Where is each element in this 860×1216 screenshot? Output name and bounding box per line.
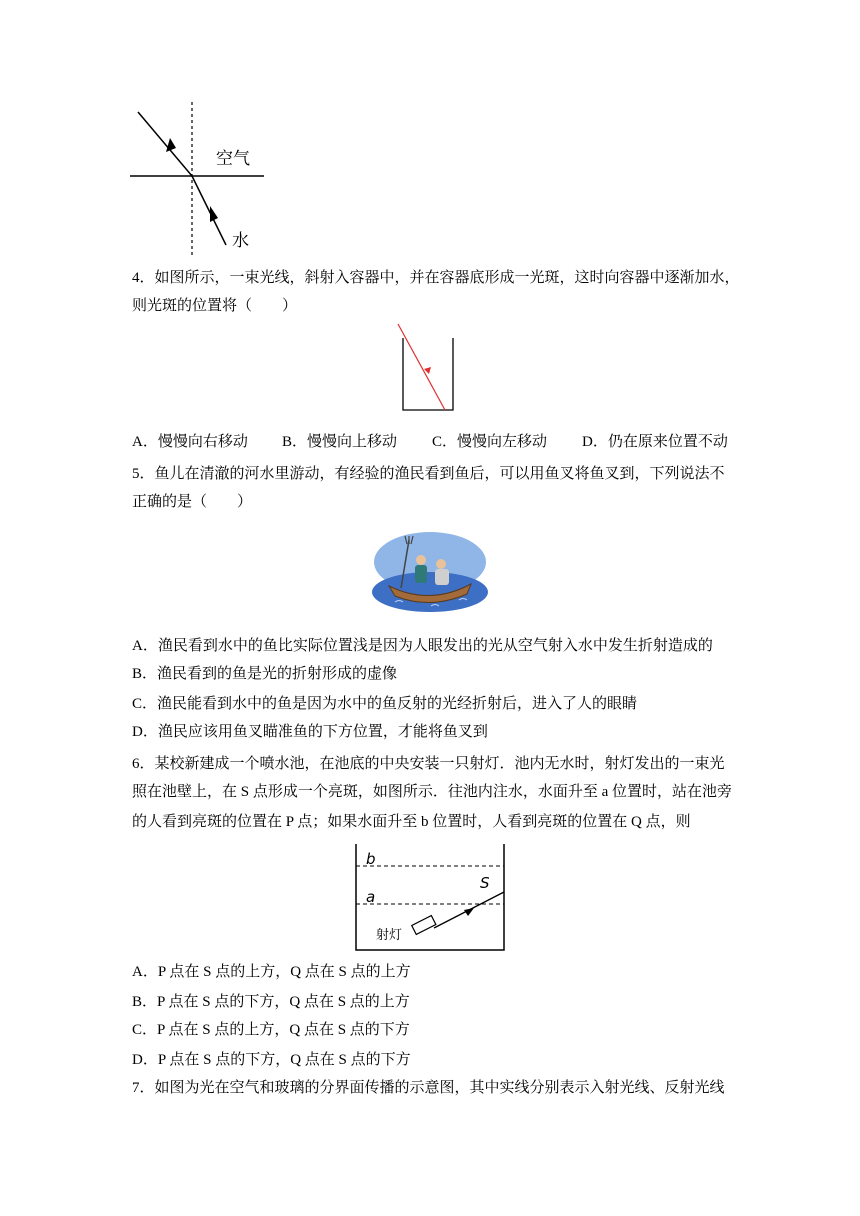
q4-option-b[interactable]: B．慢慢向上移动 bbox=[282, 434, 398, 450]
q6-stem-line2: 照在池壁上，在 S 点形成一个亮斑，如图所示．往池内注水，水面升至 a 位置时，站在池旁 bbox=[132, 784, 733, 800]
q4-options bbox=[132, 432, 728, 452]
q4-stem-line2: 则光斑的位置将（ ） bbox=[132, 298, 298, 314]
q6-option-b[interactable]: B．P 点在 S 点的下方，Q 点在 S 点的上方 bbox=[132, 994, 410, 1010]
q6-option-a[interactable]: A．P 点在 S 点的上方，Q 点在 S 点的上方 bbox=[132, 964, 411, 980]
refracted-ray bbox=[138, 112, 192, 176]
arrow-right-icon bbox=[464, 908, 474, 916]
fisherman-boat-picture bbox=[371, 530, 489, 614]
label-b: b bbox=[366, 850, 376, 868]
q5-option-d[interactable]: D．渔民应该用鱼叉瞄准鱼的下方位置，才能将鱼叉到 bbox=[132, 724, 488, 740]
label-s: S bbox=[480, 874, 490, 892]
arrow-up-icon bbox=[210, 206, 218, 222]
q5-option-b[interactable]: B．渔民看到的鱼是光的折射形成的虚像 bbox=[132, 666, 398, 682]
q4-option-c[interactable]: C．慢慢向左移动 bbox=[432, 434, 548, 450]
air-label: 空气 bbox=[216, 149, 250, 169]
q5-option-a[interactable]: A．渔民看到水中的鱼比实际位置浅是因为人眼发出的光从空气射入水中发生折射造成的 bbox=[132, 638, 713, 654]
arrow-up-icon bbox=[166, 138, 176, 152]
q5-option-c[interactable]: C．渔民能看到水中的鱼是因为水中的鱼反射的光经折射后，进入了人的眼睛 bbox=[132, 696, 638, 712]
q4-option-a[interactable]: A．慢慢向右移动 bbox=[132, 434, 248, 450]
q6-stem-line3: 的人看到亮斑的位置在 P 点；如果水面升至 b 位置时，人看到亮斑的位置在 Q 点，则 bbox=[132, 814, 691, 830]
q5-stem-line1: 5．鱼儿在清澈的河水里游动，有经验的渔民看到鱼后，可以用鱼叉将鱼叉到，下列说法不 bbox=[132, 466, 725, 482]
q6-stem-line1: 6．某校新建成一个喷水池，在池底的中央安装一只射灯．池内无水时，射灯发出的一束光 bbox=[132, 756, 725, 772]
label-a: a bbox=[366, 888, 376, 906]
spotlight bbox=[412, 916, 436, 935]
light-ray bbox=[398, 324, 445, 410]
q6-option-c[interactable]: C．P 点在 S 点的上方，Q 点在 S 点的下方 bbox=[132, 1022, 410, 1038]
incident-ray bbox=[192, 176, 226, 245]
q7-stem-line1: 7．如图为光在空气和玻璃的分界面传播的示意图，其中实线分别表示入射光线、反射光线 bbox=[132, 1080, 725, 1096]
container-light-figure bbox=[395, 322, 459, 414]
q4-option-d[interactable]: D．仍在原来位置不动 bbox=[582, 434, 728, 450]
water-label: 水 bbox=[232, 231, 249, 251]
container-outline bbox=[403, 338, 453, 410]
refraction-air-water-figure bbox=[128, 100, 268, 260]
fountain-pool-figure bbox=[352, 842, 508, 954]
q6-option-d[interactable]: D．P 点在 S 点的下方，Q 点在 S 点的下方 bbox=[132, 1052, 411, 1068]
q5-stem-line2: 正确的是（ ） bbox=[132, 494, 253, 510]
q4-stem-line1: 4．如图所示，一束光线，斜射入容器中，并在容器底形成一光斑，这时向容器中逐渐加水， bbox=[132, 270, 740, 286]
label-lamp: 射灯 bbox=[376, 928, 403, 943]
